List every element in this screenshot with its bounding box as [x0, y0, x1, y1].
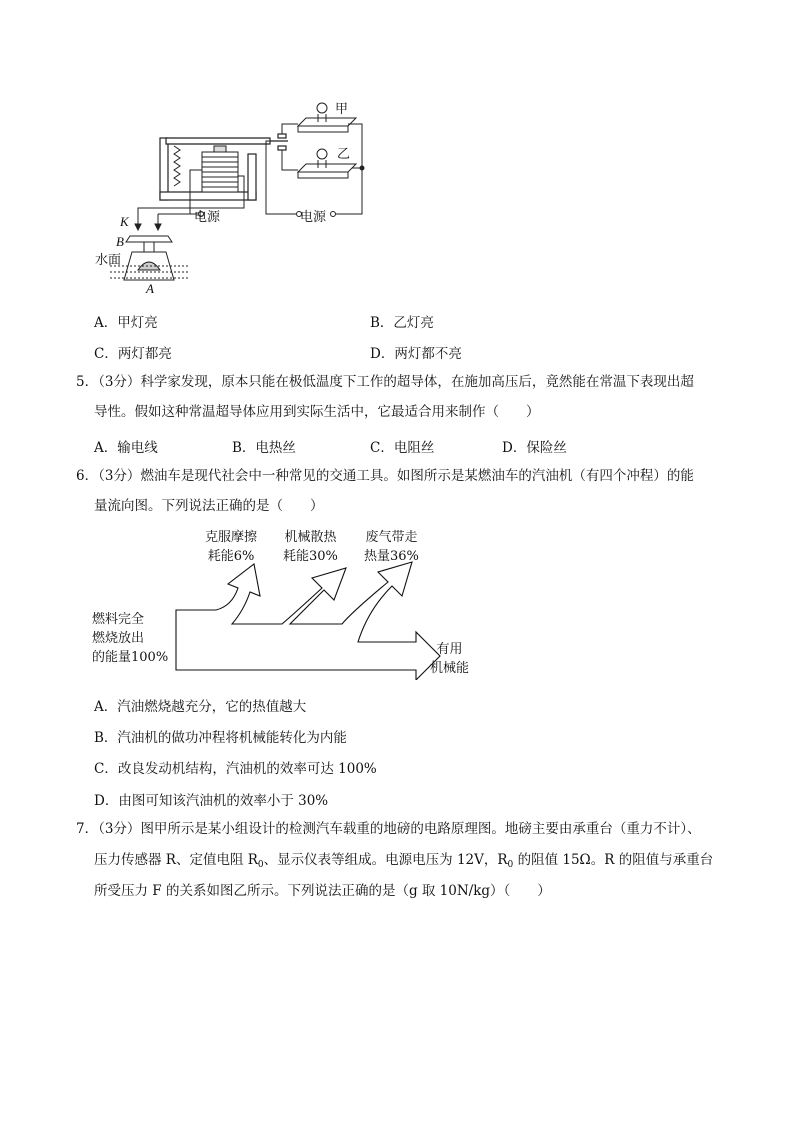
q4-option-d[interactable]: D．两灯都不亮 [370, 346, 462, 362]
flow-loss-friction: 克服摩擦 耗能6% [205, 530, 258, 564]
label-k: K [120, 214, 129, 229]
energy-flow-arrows [176, 562, 440, 680]
q5-stem-line1: 5．（3分）科学家发现，原本只能在极低温度下工作的超导体，在施加高压后，竟然能在常温下表现出超 [76, 374, 694, 390]
q5-option-a[interactable]: A．输电线 [94, 440, 158, 456]
label-lamp-yi: 乙 [337, 147, 351, 162]
q7-stem-line2: 压力传感器 R、定值电阻 $R_0$、显示仪表等组成。电源电压为 12V，$R_0$ 的阻值 15Ω。R 的阻值与承重台 [94, 852, 714, 870]
q7-stem-line3: 所受压力 F 的关系如图乙所示。下列说法正确的是（g 取 10N/kg）（ ） [94, 883, 551, 899]
armature [166, 138, 270, 144]
q4-option-a[interactable]: A．甲灯亮 [94, 315, 158, 331]
q6-stem-line2: 量流向图。下列说法正确的是（ ） [94, 498, 324, 514]
flow-output-label: 有用 机械能 [430, 642, 470, 676]
q6-option-b[interactable]: B．汽油机的做功冲程将机械能转化为内能 [94, 730, 347, 746]
label-water: 水面 [95, 253, 122, 268]
q4-option-b[interactable]: B．乙灯亮 [370, 315, 434, 331]
q6-stem-line1: 6．（3分）燃油车是现代社会中一种常见的交通工具。如图所示是某燃油车的汽油机（有四个冲程）的能 [76, 468, 694, 484]
q6-option-d[interactable]: D．由图可知该汽油机的效率小于 30% [94, 793, 329, 809]
label-lamp-jia: 甲 [335, 102, 349, 117]
flow-loss-heat: 机械散热 耗能30% [283, 530, 338, 564]
q5-stem-line2: 导性。假如这种常温超导体应用到实际生活中，它最适合用来制作（ ） [94, 404, 540, 420]
q5-option-c[interactable]: C．电阻丝 [370, 440, 435, 456]
label-power-2: 电源 [300, 210, 327, 225]
q5-option-b[interactable]: B．电热丝 [232, 440, 296, 456]
q4-option-c[interactable]: C．两灯都亮 [94, 346, 172, 362]
spring [174, 146, 180, 186]
electromagnet-coil [202, 146, 238, 192]
label-power-1: 电源 [194, 210, 221, 225]
label-b: B [116, 234, 124, 249]
q6-option-c[interactable]: C．改良发动机结构，汽油机的效率可达 100% [94, 761, 377, 777]
relay-circuit-figure [90, 96, 380, 300]
q7-stem-line1: 7．（3分）图甲所示是某小组设计的检测汽车载重的地磅的电路原理图。地磅主要由承重台（重力不计）、 [76, 821, 701, 837]
probe-arrows [135, 224, 161, 230]
q6-option-a[interactable]: A．汽油燃烧越充分，它的热值越大 [94, 699, 307, 715]
flow-input-label: 燃料完全 燃烧放出 的能量100% [92, 612, 169, 665]
relay-contacts [270, 134, 288, 150]
q5-option-d[interactable]: D．保险丝 [502, 440, 567, 456]
flow-loss-exhaust: 废气带走 热量36% [364, 530, 419, 564]
label-a: A [146, 281, 154, 296]
